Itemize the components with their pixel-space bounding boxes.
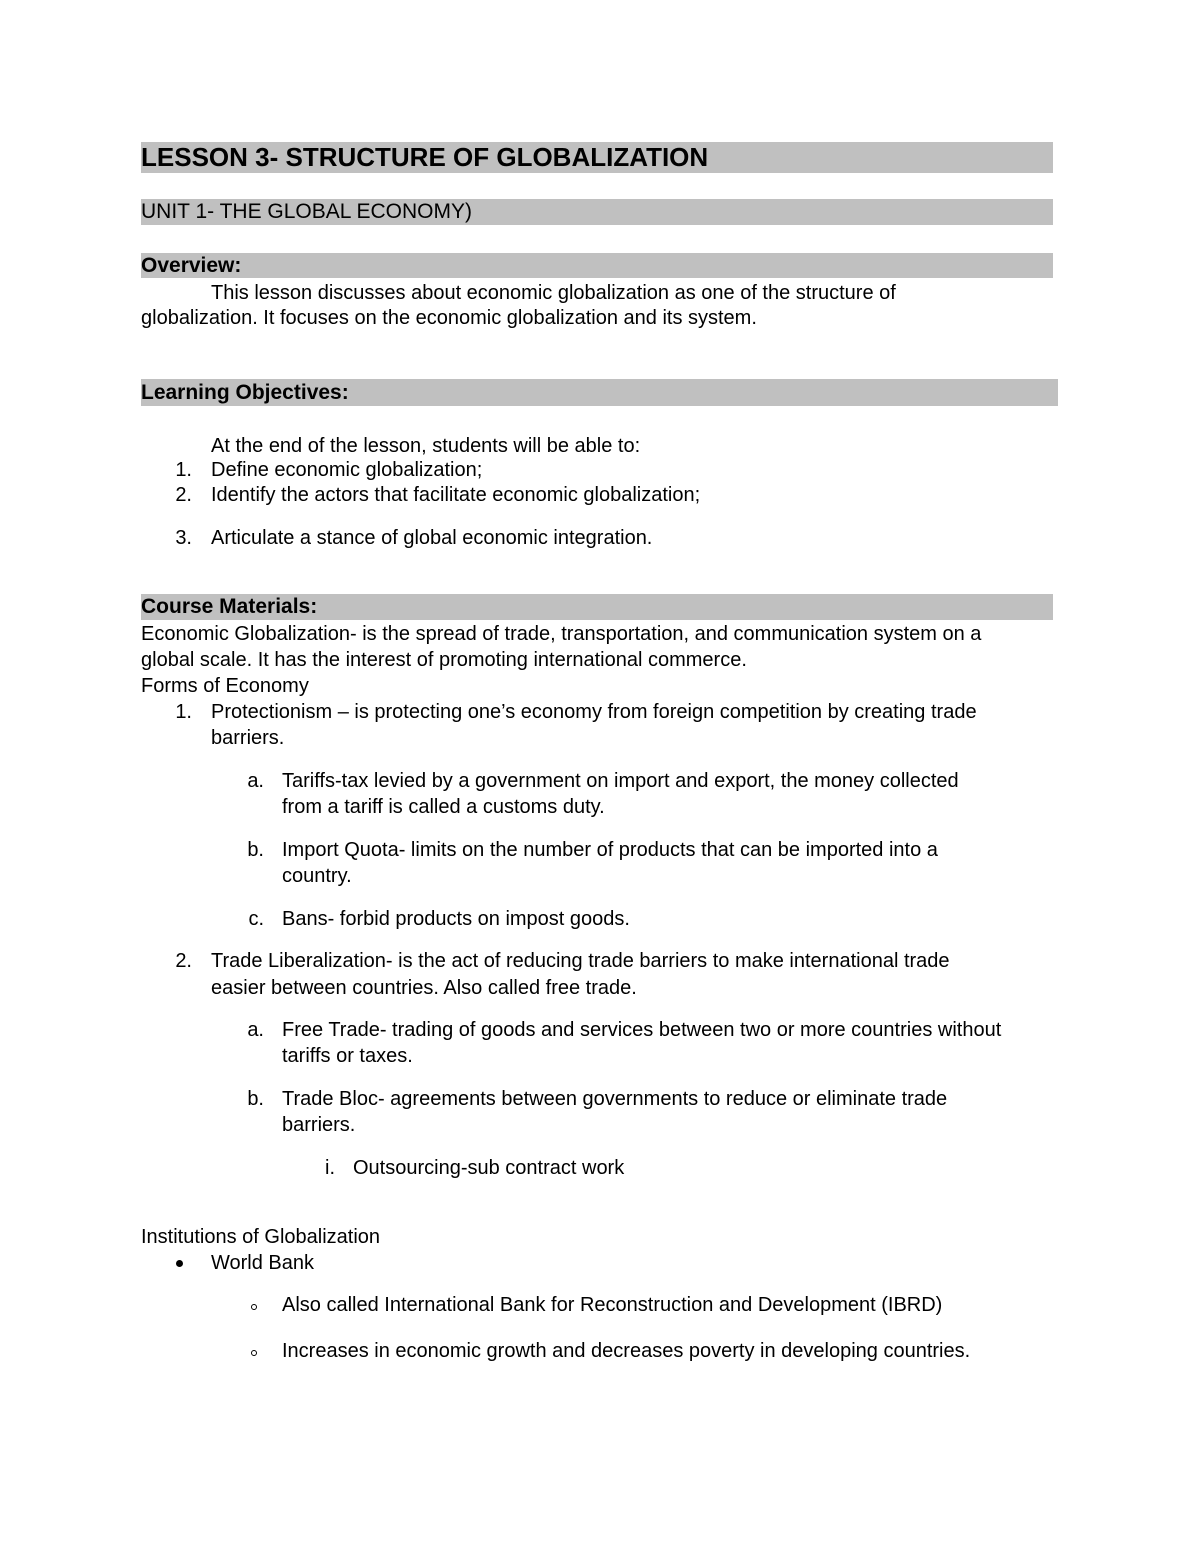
course-heading: Course Materials: <box>141 595 318 618</box>
sublist-marker: a. <box>247 1019 264 1041</box>
protectionism-line-2: barriers. <box>211 727 285 749</box>
trade-bloc-line-1: Trade Bloc- agreements between governments to reduce or eliminate trade <box>282 1088 948 1110</box>
institution-detail: Increases in economic growth and decreases poverty in developing countries. <box>282 1340 971 1362</box>
overview-text-line-2: globalization. It focuses on the economic globalization and its system. <box>141 307 757 329</box>
list-marker: 1. <box>175 701 192 723</box>
objectives-intro: At the end of the lesson, students will be able to: <box>211 435 641 457</box>
sublist-marker: c. <box>248 908 264 930</box>
bullet-icon <box>176 1260 183 1267</box>
forms-of-economy-label: Forms of Economy <box>141 675 309 697</box>
import-quota-line-2: country. <box>282 865 352 887</box>
free-trade-line-1: Free Trade- trading of goods and services between two or more countries without <box>282 1019 1002 1041</box>
import-quota-line-1: Import Quota- limits on the number of products that can be imported into a <box>282 839 938 861</box>
liberalization-line-2: easier between countries. Also called free trade. <box>211 977 637 999</box>
definition-line-2: global scale. It has the interest of promoting international commerce. <box>141 649 747 671</box>
objective-marker: 3. <box>175 527 192 549</box>
unit-title: UNIT 1- THE GLOBAL ECONOMY) <box>141 200 473 223</box>
institution-detail: Also called International Bank for Reconstruction and Development (IBRD) <box>282 1294 943 1316</box>
objective-marker: 1. <box>175 459 192 481</box>
objective-marker: 2. <box>175 484 192 506</box>
sublist-marker: b. <box>247 1088 264 1110</box>
overview-heading-highlight <box>141 253 1053 278</box>
lesson-title: LESSON 3- STRUCTURE OF GLOBALIZATION <box>141 142 709 172</box>
definition-line-1: Economic Globalization- is the spread of trade, transportation, and communication system on a <box>141 623 982 645</box>
circle-bullet-icon <box>251 1304 257 1310</box>
institutions-label: Institutions of Globalization <box>141 1226 381 1248</box>
overview-heading: Overview: <box>141 254 242 277</box>
protectionism-line-1: Protectionism – is protecting one’s economy from foreign competition by creating trade <box>211 701 977 723</box>
objective-item: Identify the actors that facilitate economic globalization; <box>211 484 701 506</box>
objective-item: Articulate a stance of global economic integration. <box>211 527 653 549</box>
sublist-marker: b. <box>247 839 264 861</box>
outsourcing-item: Outsourcing-sub contract work <box>353 1157 625 1179</box>
liberalization-line-1: Trade Liberalization- is the act of reducing trade barriers to make international trade <box>211 950 950 972</box>
tariffs-line-2: from a tariff is called a customs duty. <box>282 796 605 818</box>
tariffs-line-1: Tariffs-tax levied by a government on import and export, the money collected <box>282 770 959 792</box>
objective-item: Define economic globalization; <box>211 459 483 481</box>
objectives-heading: Learning Objectives: <box>141 381 349 404</box>
overview-text-line-1: This lesson discusses about economic globalization as one of the structure of <box>211 282 896 304</box>
institution-name: World Bank <box>211 1252 315 1274</box>
list-marker: 2. <box>175 950 192 972</box>
bans-line-1: Bans- forbid products on impost goods. <box>282 908 630 930</box>
subsublist-marker: i. <box>325 1157 335 1179</box>
sublist-marker: a. <box>247 770 264 792</box>
free-trade-line-2: tariffs or taxes. <box>282 1045 413 1067</box>
trade-bloc-line-2: barriers. <box>282 1114 356 1136</box>
circle-bullet-icon <box>251 1350 257 1356</box>
